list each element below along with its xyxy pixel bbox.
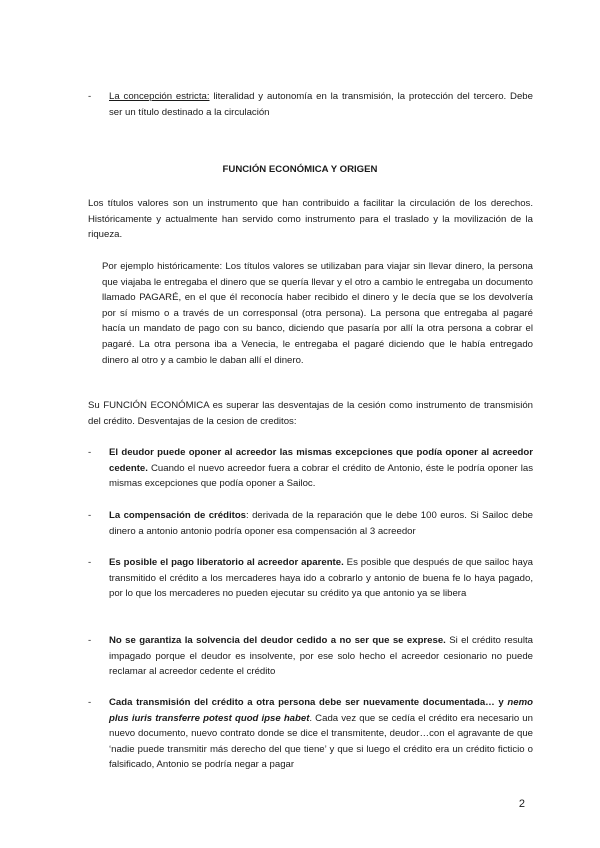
bullet-dash: -	[88, 447, 92, 458]
bullet-bold: El deudor puede oponer al acreedor las mismas excepciones que podía oponer al acreedor cedente.	[109, 447, 533, 474]
disadvantage-item-2	[88, 508, 533, 539]
bullet-latin-phrase: nemo plus iuris transferre potest quod ipse habet	[109, 697, 533, 724]
bullet-dash: -	[88, 635, 92, 646]
example-paragraph: Por ejemplo históricamente: Los títulos valores se utilizaban para viajar sin llevar dinero, la persona que viajaba le entregaba el dinero que se quería llevar y el otro a cambio le entregaba un documento llamado PAGARÉ, en el que él reconocía haber recibido el dinero y le decía que se los devolvería por sí mismo o a través de un corresponsal (otra persona). La persona que entregaba al pagaré hacía un mandato de pago con su banco, diciendo que pasaría por allí la otra persona a cobrar el pagaré. La otra persona iba a Venecia, le entregaba el pagaré diciendo que le había entregado dinero al otro y a cambio le daban allí el dinero.	[102, 261, 533, 366]
page-number: 2	[518, 798, 525, 810]
section-heading: FUNCIÓN ECONÓMICA Y ORIGEN	[222, 164, 378, 175]
bullet-strict-conception	[88, 89, 533, 120]
bullet-dash: -	[88, 557, 92, 568]
bullet-text: . Cada vez que se cedía el crédito era necesario un nuevo documento, nuevo contrato donde se dice el transmitente, deudor…con el agravante de que ‘nadie puede transmitir más derecho del que tiene’ y que si luego el crédito era un crédito ficticio o falsificado, Antonio se podría negar a pagar	[109, 712, 533, 771]
disadvantage-item-5	[88, 695, 533, 773]
bullet-body	[109, 89, 533, 120]
bullet-body	[109, 695, 533, 773]
bullet-bold: Es posible el pago liberatorio al acreedor aparente.	[109, 557, 344, 568]
disadvantage-item-4	[88, 633, 533, 680]
function-paragraph: Su FUNCIÓN ECONÓMICA es superar las desventajas de la cesión como instrumento de transmisión del crédito. Desventajas de la cesion de creditos:	[88, 400, 533, 427]
bullet-lead: La concepción estricta:	[109, 91, 210, 102]
bullet-body	[109, 508, 533, 539]
bullet-bold: No se garantiza la solvencia del deudor cedido a no ser que se exprese.	[109, 635, 446, 646]
bullet-text: : derivada de la reparación que le debe 100 euros. Si Sailoc debe dinero a antonio antonio podría oponer esa compensación al 3 acreedor	[109, 510, 533, 537]
bullet-text: literalidad y autonomía en la transmisión, la protección del tercero. Debe ser un título destinado a la circulación	[109, 91, 533, 118]
bullet-bold: La compensación de créditos	[109, 510, 247, 521]
bullet-dash: -	[88, 510, 92, 521]
bullet-text: Es posible que después de que sailoc haya transmitido el crédito a los mercaderes haya ido a cobrarlo y antonio de buena fe lo haya pagado, por lo que los mercaderes no pueden ejecutar su crédito ya que antonio ya se libera	[109, 557, 533, 600]
disadvantage-item-3	[88, 555, 533, 602]
disadvantage-item-1	[88, 445, 533, 492]
bullet-text: Si el crédito resulta impagado porque el deudor es insolvente, por ese solo hecho el acreedor cesionario no puede reclamar al acreedor cedente el crédito	[109, 635, 534, 678]
bullet-bold: Cada transmisión del crédito a otra persona debe ser nuevamente documentada… y	[109, 697, 508, 708]
bullet-text: Cuando el nuevo acreedor fuera a cobrar el crédito de Antonio, éste le podría oponer las mismas excepciones que podía oponer a Sailoc.	[109, 462, 533, 490]
bullet-dash: -	[88, 91, 92, 102]
bullet-dash: -	[88, 697, 92, 708]
bullet-body	[109, 445, 533, 492]
bullet-body	[109, 633, 533, 680]
bullet-body	[109, 555, 533, 602]
intro-paragraph: Los títulos valores son un instrumento que han contribuido a facilitar la circulación de los derechos. Históricamente y actualmente han servido como instrumento para el traslado y la movilización de la riqueza.	[88, 198, 533, 241]
